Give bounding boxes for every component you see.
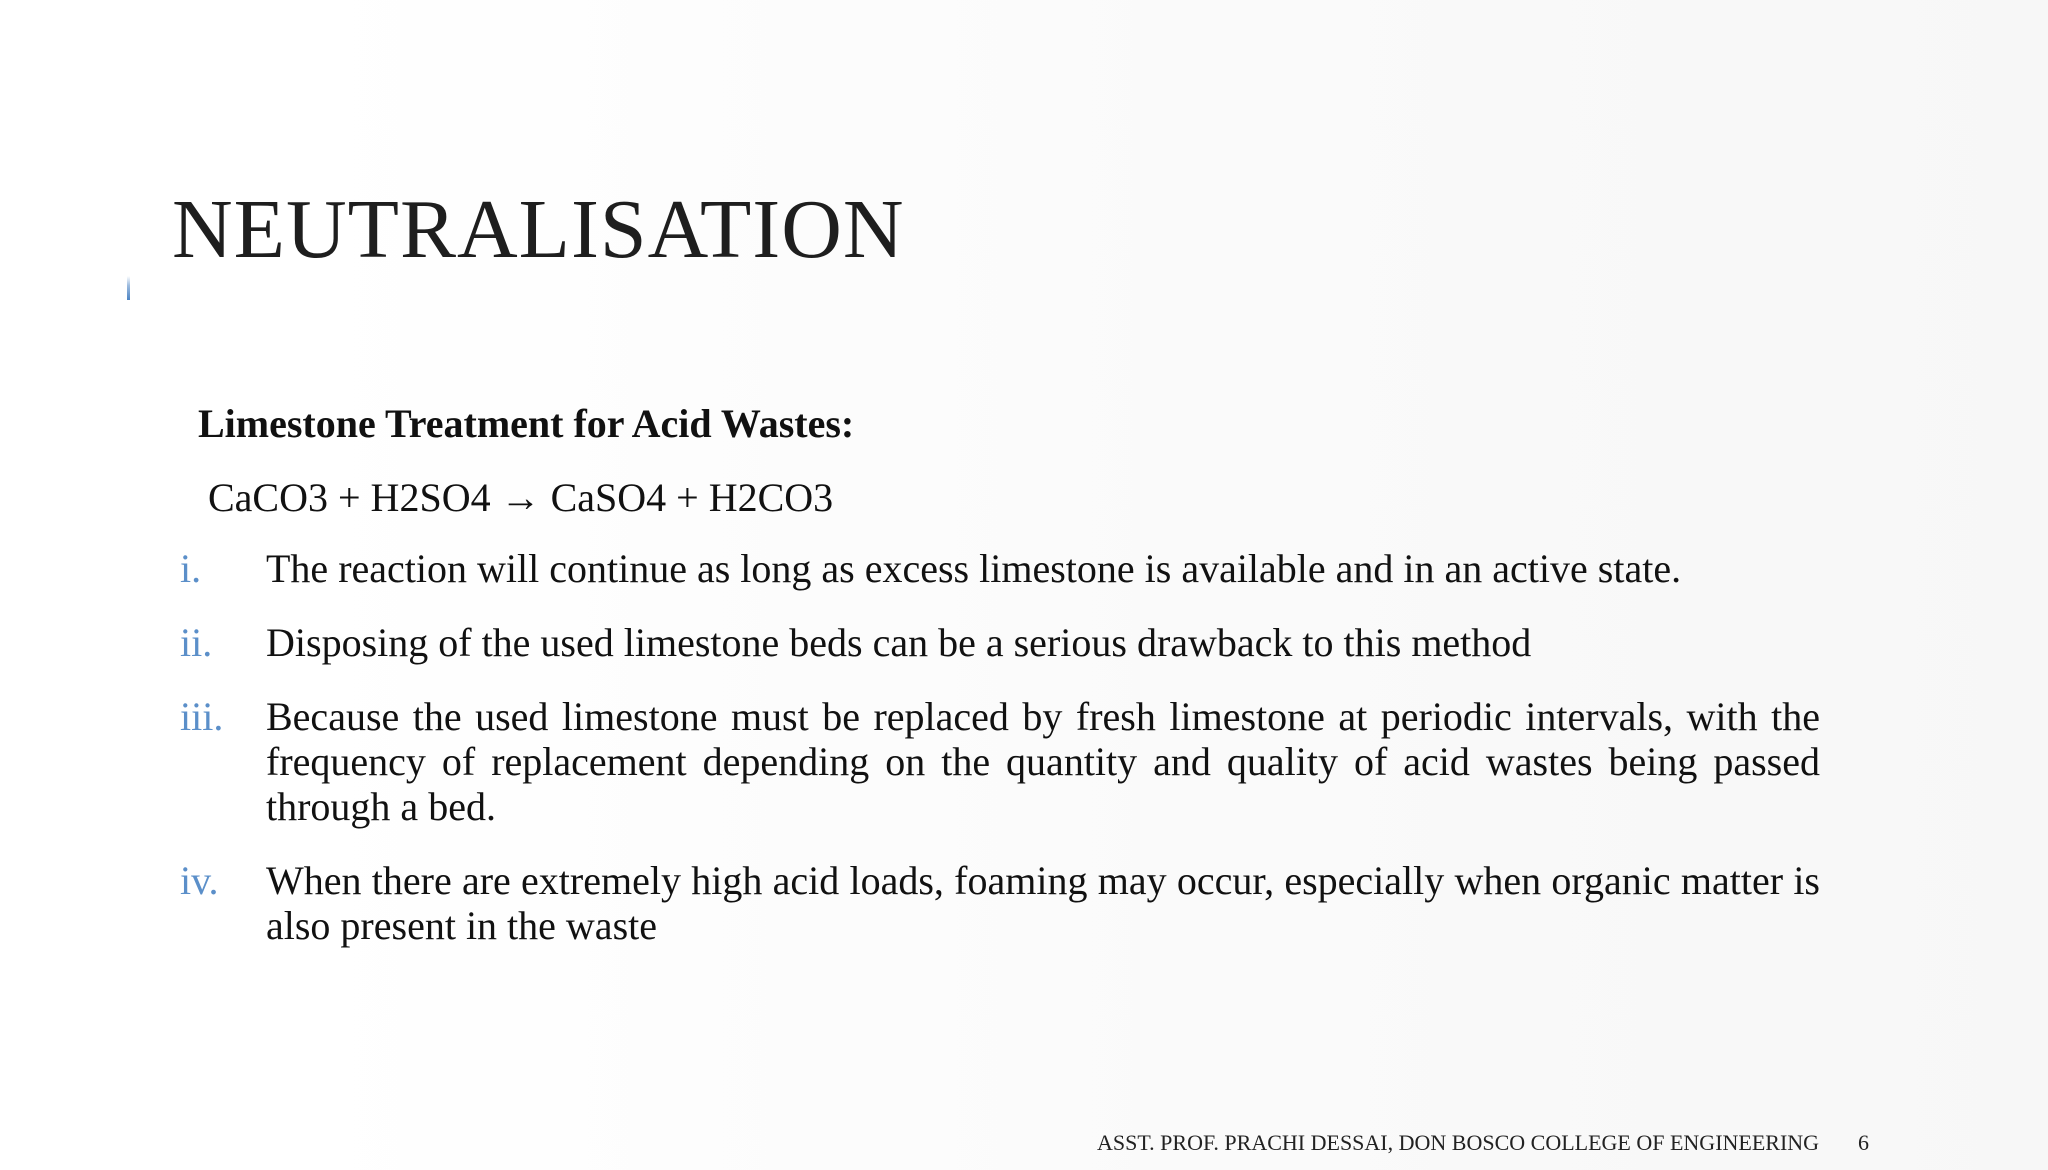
list-item (180, 694, 1820, 829)
page-number: 6 (1858, 1130, 1869, 1155)
chemical-equation: CaCO3 + H2SO4 → CaSO4 + H2CO3 (208, 475, 834, 520)
slide-footer: ASST. PROF. PRACHI DESSAI, DON BOSCO COLLEGE OF ENGINEERING (1097, 1130, 1820, 1155)
title-accent-mark (127, 276, 130, 300)
list-item-text: The reaction will continue as long as excess limestone is available and in an active state. (266, 546, 1682, 591)
list-item-text: Because the used limestone must be replaced by fresh limestone at periodic intervals, with the frequency of replacement depending on the quantity and quality of acid wastes being passed through a bed. (266, 694, 1820, 829)
list-marker: i. (180, 546, 202, 591)
slide-title: NEUTRALISATION (172, 183, 905, 276)
list-marker: ii. (180, 620, 213, 665)
points-list (180, 546, 1820, 977)
list-item (180, 858, 1820, 948)
list-marker: iv. (180, 858, 219, 903)
list-item (180, 546, 1820, 591)
section-heading: Limestone Treatment for Acid Wastes: (198, 401, 855, 446)
list-item (180, 620, 1820, 665)
list-marker: iii. (180, 694, 224, 739)
list-item-text: Disposing of the used limestone beds can be a serious drawback to this method (266, 620, 1532, 665)
list-item-text: When there are extremely high acid loads, foaming may occur, especially when organic matter is also present in the waste (266, 858, 1820, 948)
